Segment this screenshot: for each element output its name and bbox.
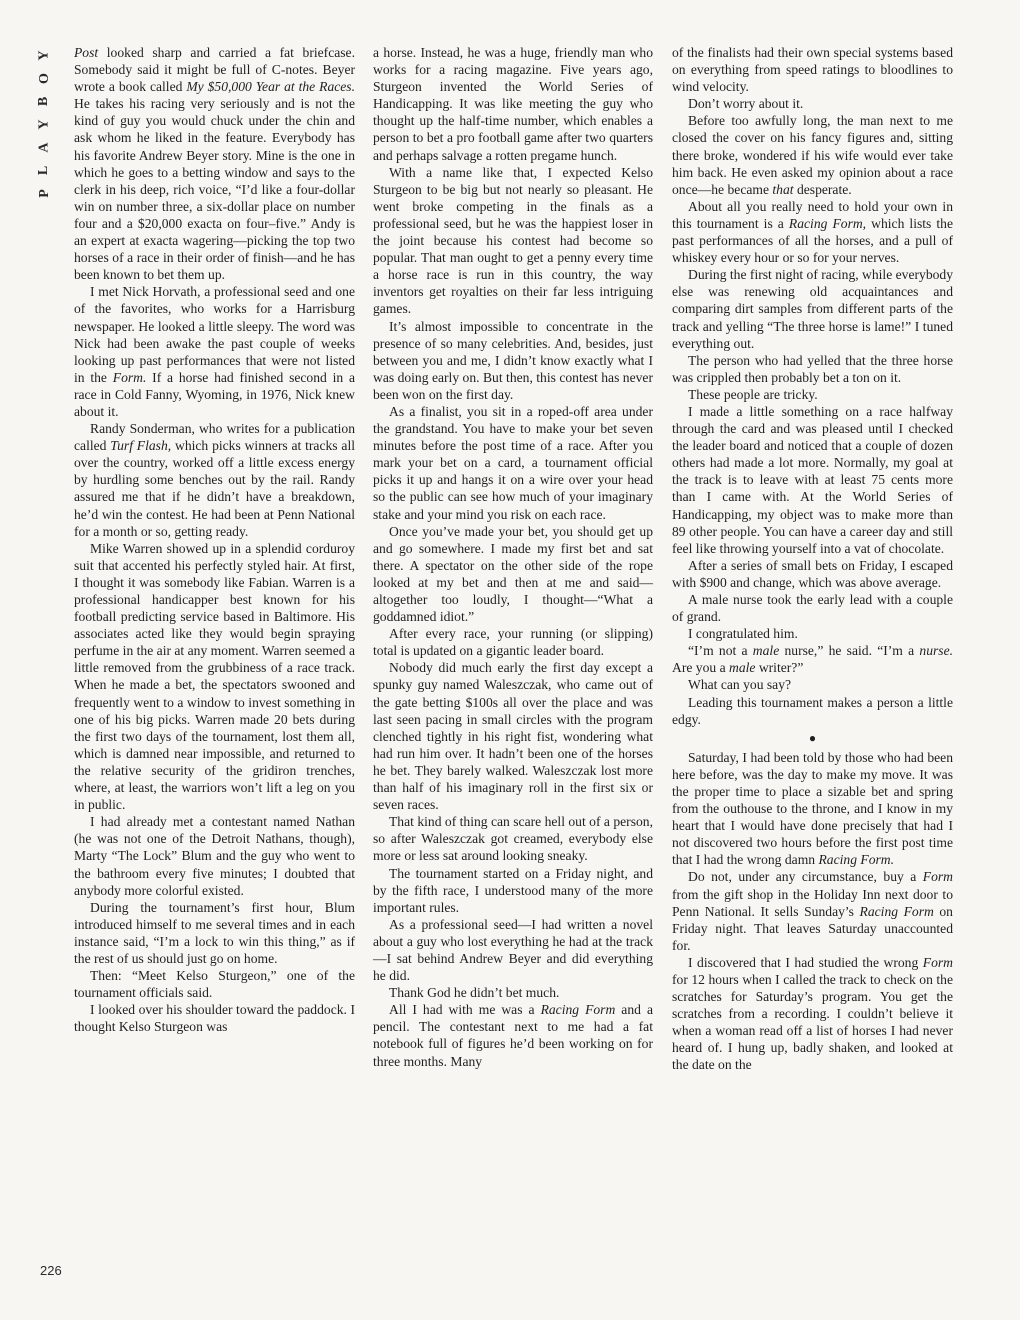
masthead-letter: L [36,165,52,176]
article-paragraph: Thank God he didn’t bet much. [389,985,560,1001]
article-paragraph: I congratulated him. [688,626,798,642]
masthead-letter: Y [36,50,52,61]
article-column-3 [672,44,953,1074]
article-paragraph: I made a little something on a race halfway through the card and was pleased until I checked the leader board and noticed that a couple of dozen others had made a lot more. Normally, my goal at the track is to leave with at least 75 cents more than I came with. At the World Series of Handicapping, my object was to make more than 89 other people. You can have a career day and still feel like throwing yourself into a vat of chocolate. [672,403,953,556]
article-paragraph: As a professional seed—I had written a novel about a guy who lost everything he had at the track—I sat behind Andrew Beyer and did everything he did. [373,916,653,984]
article-paragraph: Don’t worry about it. [688,96,804,112]
masthead [34,44,54,205]
article-paragraph: With a name like that, I expected Kelso Sturgeon to be big but not nearly so pleasant. He went broke competing in the finals as a professional seed, but he was the happiest loser in the joint because his contest had become so popular. That man ought to get a penny every time a horse race is run in this country, the way inventors get royalties on their far less intriguing games. [373,164,653,317]
article-paragraph: Nobody did much early the first day except a spunky guy named Waleszczak, who came out of the gate betting $100s all over the place and was last seen pacing in small circles with the program clenched tightly in his right fist, wondering what had run him over. It hadn’t been one of the horses he bet. They barely walked. Waleszczak lost more than half of his imaginary roll in the first six or seven races. [373,660,653,813]
article-paragraph: After every race, your running (or slipping) total is updated on a gigantic leader board. [373,626,653,659]
article-paragraph: The person who had yelled that the three horse was crippled then probably bet a ton on it. [672,352,953,385]
article-paragraph: I had already met a contestant named Nathan (he was not one of the Detroit Nathans, though), Marty “The Lock” Blum and the guy who went to the bathroom every five minutes; I doubted that anybody more colorful existed. [74,814,355,898]
article-paragraph: After a series of small bets on Friday, I escaped with $900 and change, which was above average. [672,557,953,590]
article-paragraph: These people are tricky. [688,386,818,402]
masthead-letter: Y [36,119,52,130]
article-paragraph: Randy Sonderman, who writes for a publication called Turf Flash, which picks winners at tracks all over the country, worked off a little excess energy by hurdling some benches out by the rail. Randy assured me that if he didn’t have a breakdown, he’d win the contest. He had been at Penn National for a month or so, getting ready. [74,421,355,539]
article-paragraph: That kind of thing can scare hell out of a person, so after Waleszczak got creamed, everybody else more or less sat around looking sneaky. [373,814,653,864]
article-paragraph: It’s almost impossible to concentrate in the presence of so many celebrities. And, besides, just between you and me, I didn’t know exactly what I was doing early on. But then, this contest has never been won on the first day. [373,318,653,402]
masthead-letter: B [36,96,52,107]
masthead-letter: A [36,142,52,153]
article-paragraph: During the first night of racing, while everybody else was renewing old acquaintances and comparing dirt samples from different parts of the track and yelling “The three horse is lame!” I tuned everything out. [672,267,954,351]
article-paragraph: Post looked sharp and carried a fat briefcase. Somebody said it might be full of C-notes. Beyer wrote a book called My $50,000 Year at the Races. He takes his racing very seriously and is not the kind of guy you would chuck under the chin and ask whom he liked in the feature. Everybody has his favorite Andrew Beyer story. Mine is the one in which he goes to a betting window and says to the clerk in his deep, rich voice, “I’d like a four-dollar win on number three, a six-dollar place on number four and a $20,000 exacta on four–five.” Andy is an expert at exacta wagering—picking the top two horses of a race in their order of finish—and he has been known to bet them up. [74,45,355,283]
article-paragraph: a horse. Instead, he was a huge, friendly man who works for a racing magazine. Five years ago, Sturgeon invented the World Series of Handicapping. It was like meeting the guy who thought up the half-time number, which enables a person to bet a pro football game after two quarters and perhaps salvage a rotten pregame hunch. [373,45,653,163]
article-paragraph: I met Nick Horvath, a professional seed and one of the favorites, who works for a Harrisburg newspaper. He looked a little sleepy. The word was Nick had been awake the past couple of weeks looking up past performances that were not listed in the Form. If a horse had finished second in a race in Cold Fanny, Wyoming, in 1976, Nick knew about it. [74,284,355,419]
article-paragraph: Leading this tournament makes a person a little edgy. [672,694,953,727]
article-paragraph: I discovered that I had studied the wrong Form for 12 hours when I called the track to check on the scratches for Saturday’s program. You get the scratches from a recording. I couldn’t believe it when a woman read off a list of horses I had never heard of. I hung up, badly shaken, and looked at the date on the [672,954,953,1073]
article-paragraph: Once you’ve made your bet, you should get up and go somewhere. I made my first bet and sat there. A spectator on the other side of the rope looked at my bet and then at me and said—altogether too loudly, I thought—“What a goddamned idiot.” [373,523,653,625]
article-column-2 [373,44,653,1070]
page-number: 226 [40,1263,62,1278]
article-column-1 [74,44,355,1035]
article-paragraph: As a finalist, you sit in a roped-off area under the grandstand. You have to make your bet seven minutes before the post time of a race. After you mark your bet on a card, a tournament official picks it up and hangs it on a wire over your head so the public can see how much of your imaginary stake and your mind you risk on each race. [373,403,653,522]
article-paragraph: I looked over his shoulder toward the paddock. I thought Kelso Sturgeon was [74,1002,355,1035]
article-paragraph: About all you really need to hold your own in this tournament is a Racing Form, which lists the past performances of all the horses, and a pull of whiskey every hour or so for your nerves. [672,198,953,266]
masthead-letter: O [36,73,52,84]
article-paragraph: What can you say? [688,677,792,693]
article-paragraph: Before too awfully long, the man next to me closed the cover on his fancy figures and, sitting there broke, wondered if his wife would ever take him back. He even asked my opinion about a race once—he became that desperate. [672,113,953,197]
article-paragraph: During the tournament’s first hour, Blum introduced himself to me several times and in each instance said, “I’m a lock to win this thing,” as if the rest of us should just go on home. [74,899,355,966]
article-paragraph: Then: “Meet Kelso Sturgeon,” one of the tournament officials said. [74,968,355,1001]
article-paragraph: of the finalists had their own special systems based on everything from speed ratings to bloodlines to wind velocity. [672,45,953,95]
article-paragraph: Saturday, I had been told by those who had been here before, was the day to make my move. It was the proper time to place a sizable bet and spring from the outhouse to the throne, and I know in my heart that I would have done precisely that had I not discovered two hours before the first post time that I had the wrong damn Racing Form. [672,749,953,868]
article-paragraph: The tournament started on a Friday night, and by the fifth race, I understood many of the more important rules. [373,865,653,915]
article-paragraph: Do not, under any circumstance, buy a Form from the gift shop in the Holiday Inn next door to Penn National. It sells Sunday’s Racing Form on Friday night. That leaves Saturday unaccounted for. [672,869,953,953]
article-paragraph: A male nurse took the early lead with a couple of grand. [672,592,953,625]
article-paragraph: Mike Warren showed up in a splendid corduroy suit that accented his perfectly styled hair. At first, I thought it was somebody like Fabian. Warren is a professional handicapper best known for his football predicting service based in Baltimore. His associates acted like they would begin spraying perfume in the air at any moment. Warren seemed a little removed from the grubbiness of a race track. When he made a bet, the spectators swooned and frequently went to a window to invest something in one of his big picks. Warren made 20 bets during the first two days of the tournament, lost them all, which is damned near impossible, and returned to the relative security of the gridiron trenches, where, at least, the warriors won’t lift a leg on you in public. [74,540,355,813]
article-paragraph: “I’m not a male nurse,” he said. “I’m a nurse. Are you a male writer?” [672,643,953,676]
section-break-bullet: ● [808,730,817,745]
article-paragraph: All I had with me was a Racing Form and a pencil. The contestant next to me had a fat notebook full of figures he’d been working on for three months. Many [373,1002,653,1069]
masthead-letter: P [36,189,52,198]
